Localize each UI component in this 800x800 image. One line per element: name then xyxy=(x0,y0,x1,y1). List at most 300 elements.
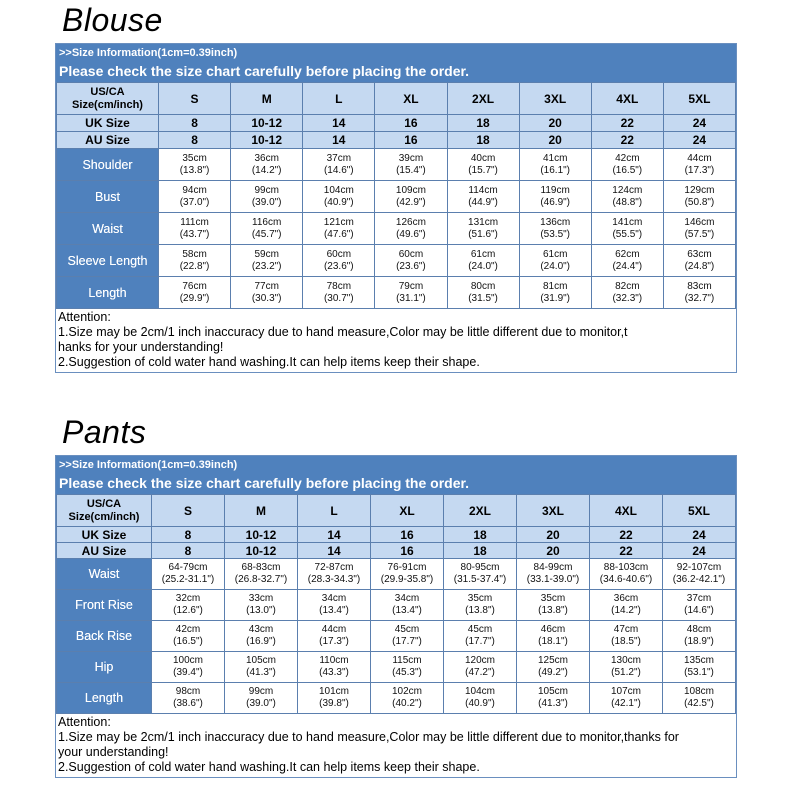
blouse-table xyxy=(56,82,736,309)
au-size-value: 14 xyxy=(303,132,375,149)
inch-value: (15.4") xyxy=(396,164,426,176)
inch-value: (29.9") xyxy=(179,292,210,304)
attention-line: 1.Size may be 2cm/1 inch inaccuracy due to hand measure,Color may be little different due to monitor,t xyxy=(58,325,628,339)
cm-value: 40cm xyxy=(470,152,496,164)
measurement-row xyxy=(57,213,736,245)
cm-value: 92-107cm xyxy=(676,562,722,573)
measurement-label: Front Rise xyxy=(57,590,152,621)
measurement-value xyxy=(517,652,590,683)
inch-value: (17.7") xyxy=(392,636,422,647)
inch-value: (14.2") xyxy=(251,164,282,176)
cm-value: 111cm xyxy=(180,216,209,228)
inch-value: (57.5") xyxy=(684,228,715,240)
measurement-value xyxy=(231,213,303,245)
uk-size-value: 10-12 xyxy=(225,527,298,543)
au-size-value: 8 xyxy=(152,543,225,559)
blouse-banner-notice: Please check the size chart carefully before placing the order. xyxy=(59,63,470,79)
au-size-value: 16 xyxy=(371,543,444,559)
measurement-value xyxy=(303,277,375,309)
uk-size-value: 18 xyxy=(444,527,517,543)
cm-value: 44cm xyxy=(687,152,712,164)
cm-value: 136cm xyxy=(540,216,571,228)
measurement-label: Waist xyxy=(57,559,152,590)
inch-value: (55.5") xyxy=(612,228,643,240)
cm-value: 41cm xyxy=(542,152,568,164)
measurement-value xyxy=(375,245,447,277)
inch-value: (47.6") xyxy=(323,228,354,240)
measurement-value xyxy=(152,621,225,652)
measurement-value xyxy=(152,590,225,621)
measurement-row xyxy=(57,621,736,652)
uk-size-value: 14 xyxy=(303,115,375,132)
measurement-value xyxy=(152,683,225,714)
au-size-value: 10-12 xyxy=(225,543,298,559)
cm-value: 78cm xyxy=(326,280,352,292)
inch-value: (12.6") xyxy=(173,605,203,616)
inch-value: (38.6") xyxy=(173,698,203,709)
measurement-value xyxy=(517,621,590,652)
inch-value: (44.9") xyxy=(468,196,498,208)
size-column-header: 3XL xyxy=(519,83,591,115)
measurement-row xyxy=(57,590,736,621)
au-size-value: 18 xyxy=(444,543,517,559)
inch-value: (24.0") xyxy=(468,260,498,272)
cm-value: 35cm xyxy=(182,152,207,164)
inch-value: (30.7") xyxy=(323,292,354,304)
cm-value: 146cm xyxy=(684,216,715,228)
measurement-value xyxy=(298,590,371,621)
cm-value: 76cm xyxy=(182,280,207,292)
measurement-value xyxy=(231,149,303,181)
measurement-value xyxy=(663,683,736,714)
uk-size-value: 22 xyxy=(590,527,663,543)
pants-banner-info: >>Size Information(1cm=0.39inch) xyxy=(59,459,238,471)
size-column-header: 5XL xyxy=(663,495,736,527)
inch-value: (33.1-39.0") xyxy=(526,574,580,585)
pants-size-chart xyxy=(55,455,737,778)
uk-size-value: 10-12 xyxy=(231,115,303,132)
measurement-value xyxy=(519,181,591,213)
measurement-value xyxy=(517,683,590,714)
measurement-value xyxy=(375,149,447,181)
cm-value: 44cm xyxy=(321,624,347,635)
inch-value: (42.5") xyxy=(684,698,714,709)
cm-value: 37cm xyxy=(326,152,352,164)
uk-size-value: 8 xyxy=(159,115,231,132)
size-header-row xyxy=(57,495,736,527)
cm-value: 108cm xyxy=(683,686,714,697)
cm-value: 60cm xyxy=(398,248,424,260)
inch-value: (31.5") xyxy=(468,292,498,304)
measurement-value xyxy=(591,277,663,309)
inch-value: (13.4") xyxy=(392,605,422,616)
inch-value: (32.3") xyxy=(612,292,643,304)
cm-value: 77cm xyxy=(254,280,279,292)
size-column-header: M xyxy=(225,495,298,527)
cm-value: 76-91cm xyxy=(387,562,427,573)
measurement-value xyxy=(663,277,735,309)
inch-value: (18.1") xyxy=(538,636,568,647)
measurement-value xyxy=(447,277,519,309)
measurement-value xyxy=(159,213,231,245)
cm-value: 116cm xyxy=(252,216,282,228)
inch-value: (29.9-35.8") xyxy=(380,574,434,585)
cm-value: 99cm xyxy=(248,686,274,697)
measurement-value xyxy=(517,590,590,621)
inch-value: (17.3") xyxy=(684,164,715,176)
cm-value: 42cm xyxy=(615,152,640,164)
cm-value: 105cm xyxy=(245,655,276,666)
size-column-header: L xyxy=(303,83,375,115)
inch-value: (51.2") xyxy=(611,667,641,678)
measurement-row xyxy=(57,277,736,309)
inch-value: (24.0") xyxy=(540,260,571,272)
inch-value: (45.7") xyxy=(251,228,282,240)
measurement-value xyxy=(447,149,519,181)
pants-title: Pants xyxy=(62,414,147,450)
cm-value: 42cm xyxy=(175,624,201,635)
inch-value: (16.5") xyxy=(612,164,643,176)
measurement-value xyxy=(590,652,663,683)
measurement-value xyxy=(444,652,517,683)
uk-size-row xyxy=(57,115,736,132)
measurement-value xyxy=(303,181,375,213)
measurement-value xyxy=(447,181,519,213)
cm-value: 84-99cm xyxy=(533,562,573,573)
measurement-value xyxy=(590,683,663,714)
cm-value: 102cm xyxy=(391,686,422,697)
measurement-value xyxy=(663,245,735,277)
measurement-value xyxy=(590,621,663,652)
inch-value: (18.5") xyxy=(611,636,641,647)
blouse-attention xyxy=(56,309,736,372)
measurement-label: Back Rise xyxy=(57,621,152,652)
measurement-value xyxy=(519,277,591,309)
inch-value: (24.8") xyxy=(684,260,715,272)
cm-value: 37cm xyxy=(686,593,712,604)
measurement-value xyxy=(225,559,298,590)
uk-size-value: 24 xyxy=(663,527,736,543)
au-size-value: 24 xyxy=(663,132,735,149)
measurement-value xyxy=(591,181,663,213)
inch-value: (17.3") xyxy=(319,636,349,647)
inch-value: (26.8-32.7") xyxy=(234,574,288,585)
measurement-value xyxy=(225,683,298,714)
cm-value: 43cm xyxy=(248,624,274,635)
measurement-value xyxy=(663,149,735,181)
blouse-title: Blouse xyxy=(62,2,163,38)
uk-size-value: 14 xyxy=(298,527,371,543)
inch-value: (13.8") xyxy=(465,605,495,616)
inch-value: (41.3") xyxy=(538,698,568,709)
cm-value: 80-95cm xyxy=(460,562,500,573)
inch-value: (13.0") xyxy=(246,605,276,616)
inch-value: (39.0") xyxy=(251,196,282,208)
measurement-value xyxy=(519,213,591,245)
inch-value: (50.8") xyxy=(684,196,715,208)
measurement-label: Length xyxy=(57,277,159,309)
measurement-value xyxy=(519,149,591,181)
measurement-value xyxy=(590,590,663,621)
cm-value: 64-79cm xyxy=(168,562,208,573)
size-column-header: 5XL xyxy=(663,83,735,115)
au-size-row xyxy=(57,132,736,149)
cm-value: 104cm xyxy=(464,686,495,697)
pants-banner xyxy=(56,456,736,494)
cm-value: 36cm xyxy=(254,152,279,164)
pants-attention xyxy=(56,714,736,777)
size-column-header: XL xyxy=(371,495,444,527)
au-size-value: 16 xyxy=(375,132,447,149)
attention-line: 1.Size may be 2cm/1 inch inaccuracy due to hand measure,Color may be little different due to monitor,thanks for xyxy=(58,730,679,744)
size-column-header: 3XL xyxy=(517,495,590,527)
cm-value: 120cm xyxy=(464,655,495,666)
au-size-label: AU Size xyxy=(57,543,152,559)
cm-value: 98cm xyxy=(175,686,201,697)
cm-value: 72-87cm xyxy=(314,562,354,573)
cm-value: 141cm xyxy=(612,216,643,228)
au-size-value: 22 xyxy=(591,132,663,149)
inch-value: (15.7") xyxy=(468,164,498,176)
measurement-value xyxy=(159,149,231,181)
cm-value: 125cm xyxy=(537,655,568,666)
inch-value: (28.3-34.3") xyxy=(307,574,361,585)
measurement-value xyxy=(371,652,444,683)
measurement-value xyxy=(225,621,298,652)
measurement-value xyxy=(444,621,517,652)
inch-value: (37.0") xyxy=(179,196,210,208)
measurement-value xyxy=(375,181,447,213)
cm-value: 119cm xyxy=(540,184,570,196)
inch-value: (23.2") xyxy=(251,260,282,272)
measurement-value xyxy=(303,149,375,181)
cm-value: 110cm xyxy=(319,655,349,666)
cm-value: 99cm xyxy=(254,184,279,196)
inch-value: (39.8") xyxy=(319,698,349,709)
measurement-value xyxy=(591,245,663,277)
blouse-banner xyxy=(56,44,736,82)
inch-value: (47.2") xyxy=(465,667,495,678)
measurement-value xyxy=(225,590,298,621)
measurement-value xyxy=(303,245,375,277)
cm-value: 80cm xyxy=(470,280,496,292)
cm-value: 46cm xyxy=(540,624,566,635)
inch-value: (45.3") xyxy=(392,667,422,678)
measurement-value xyxy=(225,652,298,683)
measurement-label: Waist xyxy=(57,213,159,245)
inch-value: (14.6") xyxy=(323,164,354,176)
cm-value: 135cm xyxy=(683,655,714,666)
cm-value: 61cm xyxy=(470,248,496,260)
cm-value: 35cm xyxy=(540,593,566,604)
uk-size-value: 8 xyxy=(152,527,225,543)
measurement-value xyxy=(159,181,231,213)
cm-value: 105cm xyxy=(537,686,568,697)
measurement-row xyxy=(57,652,736,683)
inch-value: (16.1") xyxy=(540,164,571,176)
au-size-value: 10-12 xyxy=(231,132,303,149)
measurement-value xyxy=(371,559,444,590)
measurement-value xyxy=(375,213,447,245)
inch-value: (53.1") xyxy=(684,667,714,678)
inch-value: (51.6") xyxy=(468,228,498,240)
inch-value: (42.1") xyxy=(611,698,641,709)
cm-value: 59cm xyxy=(254,248,279,260)
measurement-value xyxy=(591,149,663,181)
measurement-value xyxy=(371,590,444,621)
measurement-value xyxy=(590,559,663,590)
measurement-value xyxy=(298,683,371,714)
uk-size-value: 18 xyxy=(447,115,519,132)
size-column-header: M xyxy=(231,83,303,115)
au-size-label: AU Size xyxy=(57,132,159,149)
inch-value: (36.2-42.1") xyxy=(672,574,726,585)
au-size-value: 22 xyxy=(590,543,663,559)
inch-value: (40.9") xyxy=(323,196,354,208)
us-ca-size-label: US/CA Size(cm/inch) xyxy=(57,495,152,527)
inch-value: (14.6") xyxy=(684,605,714,616)
uk-size-label: UK Size xyxy=(57,115,159,132)
cm-value: 94cm xyxy=(182,184,207,196)
measurement-row xyxy=(57,683,736,714)
cm-value: 39cm xyxy=(398,152,424,164)
measurement-value xyxy=(519,245,591,277)
cm-value: 47cm xyxy=(613,624,639,635)
cm-value: 35cm xyxy=(467,593,493,604)
measurement-value xyxy=(371,683,444,714)
inch-value: (23.6") xyxy=(396,260,426,272)
au-size-value: 18 xyxy=(447,132,519,149)
measurement-value xyxy=(444,590,517,621)
cm-value: 83cm xyxy=(687,280,712,292)
cm-value: 129cm xyxy=(684,184,715,196)
inch-value: (42.9") xyxy=(396,196,426,208)
cm-value: 100cm xyxy=(172,655,203,666)
inch-value: (16.9") xyxy=(246,636,276,647)
measurement-label: Shoulder xyxy=(57,149,159,181)
measurement-label: Bust xyxy=(57,181,159,213)
measurement-value xyxy=(298,621,371,652)
size-column-header: S xyxy=(159,83,231,115)
attention-line: 2.Suggestion of cold water hand washing.It can help items keep their shape. xyxy=(58,355,480,369)
measurement-value xyxy=(303,213,375,245)
measurement-label: Hip xyxy=(57,652,152,683)
cm-value: 109cm xyxy=(395,184,426,196)
cm-value: 45cm xyxy=(467,624,493,635)
size-column-header: L xyxy=(298,495,371,527)
measurement-value xyxy=(231,245,303,277)
measurement-value xyxy=(375,277,447,309)
size-column-header: 2XL xyxy=(447,83,519,115)
inch-value: (31.5-37.4") xyxy=(453,574,507,585)
inch-value: (39.0") xyxy=(246,698,276,709)
measurement-value xyxy=(447,245,519,277)
inch-value: (49.6") xyxy=(396,228,426,240)
cm-value: 68-83cm xyxy=(241,562,281,573)
cm-value: 79cm xyxy=(398,280,424,292)
uk-size-value: 16 xyxy=(371,527,444,543)
cm-value: 81cm xyxy=(542,280,568,292)
cm-value: 104cm xyxy=(323,184,354,196)
au-size-value: 20 xyxy=(517,543,590,559)
cm-value: 62cm xyxy=(615,248,640,260)
inch-value: (16.5") xyxy=(173,636,203,647)
cm-value: 45cm xyxy=(394,624,420,635)
inch-value: (34.6-40.6") xyxy=(599,574,653,585)
uk-size-value: 16 xyxy=(375,115,447,132)
attention-heading: Attention: xyxy=(58,715,111,729)
measurement-row xyxy=(57,245,736,277)
measurement-value xyxy=(298,652,371,683)
inch-value: (43.3") xyxy=(319,667,349,678)
inch-value: (25.2-31.1") xyxy=(161,574,215,585)
inch-value: (31.9") xyxy=(540,292,571,304)
inch-value: (40.2") xyxy=(392,698,422,709)
uk-size-value: 24 xyxy=(663,115,735,132)
measurement-value xyxy=(444,683,517,714)
cm-value: 58cm xyxy=(182,248,207,260)
measurement-value xyxy=(371,621,444,652)
blouse-size-chart xyxy=(55,43,737,373)
inch-value: (43.7") xyxy=(179,228,210,240)
uk-size-value: 20 xyxy=(519,115,591,132)
cm-value: 48cm xyxy=(686,624,712,635)
au-size-value: 20 xyxy=(519,132,591,149)
measurement-value xyxy=(152,652,225,683)
cm-value: 107cm xyxy=(610,686,641,697)
inch-value: (41.3") xyxy=(246,667,276,678)
inch-value: (32.7") xyxy=(684,292,715,304)
measurement-value xyxy=(663,652,736,683)
cm-value: 114cm xyxy=(468,184,498,196)
cm-value: 33cm xyxy=(248,593,274,604)
attention-line: hanks for your understanding! xyxy=(58,340,224,354)
inch-value: (30.3") xyxy=(251,292,282,304)
measurement-value xyxy=(159,277,231,309)
au-size-value: 8 xyxy=(159,132,231,149)
cm-value: 130cm xyxy=(610,655,641,666)
size-column-header: XL xyxy=(375,83,447,115)
attention-line: your understanding! xyxy=(58,745,169,759)
measurement-row xyxy=(57,559,736,590)
inch-value: (13.8") xyxy=(538,605,568,616)
inch-value: (22.8") xyxy=(179,260,210,272)
uk-size-value: 22 xyxy=(591,115,663,132)
attention-heading: Attention: xyxy=(58,310,111,324)
size-header-row xyxy=(57,83,736,115)
measurement-value xyxy=(663,621,736,652)
measurement-value xyxy=(444,559,517,590)
measurement-label: Sleeve Length xyxy=(57,245,159,277)
au-size-value: 24 xyxy=(663,543,736,559)
measurement-value xyxy=(447,213,519,245)
measurement-value xyxy=(517,559,590,590)
cm-value: 82cm xyxy=(615,280,640,292)
inch-value: (23.6") xyxy=(323,260,354,272)
measurement-value xyxy=(663,181,735,213)
measurement-value xyxy=(663,213,735,245)
cm-value: 121cm xyxy=(323,216,354,228)
size-column-header: 2XL xyxy=(444,495,517,527)
cm-value: 115cm xyxy=(392,655,422,666)
cm-value: 63cm xyxy=(687,248,712,260)
inch-value: (14.2") xyxy=(611,605,641,616)
us-ca-size-label: US/CA Size(cm/inch) xyxy=(57,83,159,115)
measurement-value xyxy=(663,590,736,621)
blouse-banner-info: >>Size Information(1cm=0.39inch) xyxy=(59,47,238,59)
measurement-value xyxy=(152,559,225,590)
pants-banner-notice: Please check the size chart carefully before placing the order. xyxy=(59,475,470,491)
